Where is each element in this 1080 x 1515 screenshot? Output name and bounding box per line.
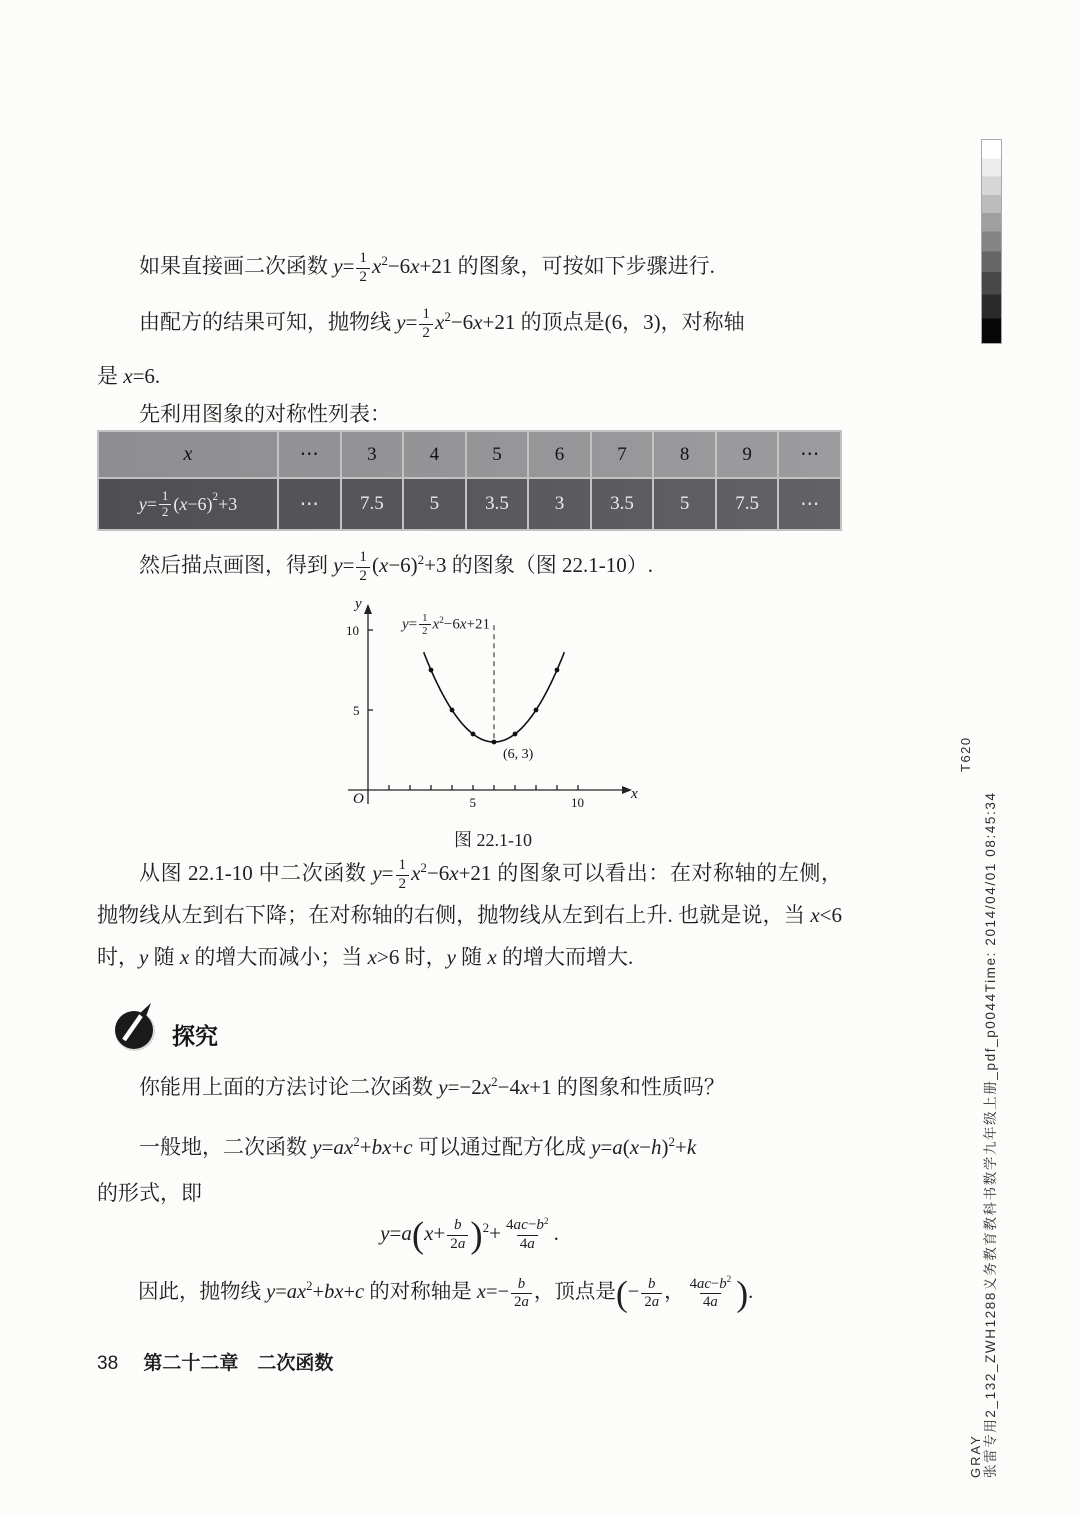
table-cell: 5 xyxy=(402,479,465,529)
plotted-point xyxy=(513,732,518,737)
table-cell: 5 xyxy=(652,479,715,529)
table-value-row xyxy=(99,477,840,529)
grayscale-calibration-bar xyxy=(981,139,1002,344)
page-footer xyxy=(97,1348,333,1375)
plotted-point xyxy=(492,740,497,745)
vertex-label: (6, 3) xyxy=(503,747,534,762)
page-number: 38 xyxy=(97,1353,119,1374)
table-cell: ⋯ xyxy=(277,479,340,529)
curve-equation-label: y= $\frac{1}{2}$ $x^2-6x+21$ xyxy=(402,612,490,638)
vertex-form-formula: y=a(x+ $\frac{b}{2a}$ )$^2$+ $\frac{4ac-b^2}{4a}$ . xyxy=(380,1214,559,1256)
table-header-label: x xyxy=(183,443,193,465)
paragraph-plot-lead: 然后描点画图，得到 y= $\frac{1}{2}$ $(x-6)^2+3$ 的图象（图 22.1-10）. xyxy=(139,549,654,584)
figure-caption: 图 22.1-10 xyxy=(454,830,532,850)
watermark xyxy=(968,791,998,1478)
explore-section-header xyxy=(112,1002,218,1057)
explore-icon xyxy=(112,1002,160,1057)
chapter-title: 第二十二章 二次函数 xyxy=(143,1353,334,1374)
explore-question: 你能用上面的方法讨论二次函数 $y=-2x^2-4x+1$ 的图象和性质吗？ xyxy=(139,1074,725,1099)
table-cell: ⋯ xyxy=(777,479,840,529)
paragraph-vertex-line2: 是 x=6. xyxy=(97,364,161,388)
paragraph-conclusion: 因此，抛物线 $y=ax^2+bx+c$ 的对称轴是 x=− $\frac{b}{2a}$ ，顶点是(− $\frac{b}{2a}$ ， $\frac{4ac-b^2}{4a}$ ). xyxy=(138,1273,754,1314)
table-cell: 6 xyxy=(527,432,590,477)
paragraph-vertex-line1: 由配方的结果可知，抛物线 y= $\frac{1}{2}$ $x^2-6x+21$ 的顶点是(6，3)，对称轴 xyxy=(139,306,745,341)
figure-22-1-10 xyxy=(338,592,668,852)
x-axis-label: x xyxy=(631,786,638,802)
svg-text:5: 5 xyxy=(353,703,360,718)
table-cell: ⋯ xyxy=(277,432,340,477)
explore-title: 探究 xyxy=(172,1023,218,1049)
table-cell: 3 xyxy=(340,432,403,477)
table-row-label: y = $\frac{1}{2}$ ( x −6) $^2$ +3 xyxy=(138,487,238,519)
table-header-row xyxy=(99,432,840,477)
table-cell: ⋯ xyxy=(777,432,840,477)
origin-label: O xyxy=(353,791,364,807)
table-cell: 8 xyxy=(652,432,715,477)
paragraph-table-lead: 先利用图象的对称性列表： xyxy=(139,402,391,426)
plotted-point xyxy=(450,708,455,713)
svg-text:10: 10 xyxy=(571,795,584,810)
table-header-values xyxy=(277,432,840,477)
table-cell: 7.5 xyxy=(715,479,778,529)
table-cell: 7 xyxy=(590,432,653,477)
paragraph-intro: 如果直接画二次函数 y= $\frac{1}{2}$ $x^2-6x+21$ 的图象，可按如下步骤进行. xyxy=(139,250,715,285)
paragraph-observation: 从图 22.1-10 中二次函数 y= $\frac{1}{2}$ $x^2-6x+21$ 的图象可以看出：在对称轴的左侧，抛物线从左到右下降；在对称轴的右侧，抛物线从左到右上升. 也就是说，当 x<6 时，y 随 x 的增大而减小；当 x>6 时，y 随 x 的增大而增大. xyxy=(97,857,842,969)
plotted-point xyxy=(534,708,539,713)
margin-code: T620 xyxy=(958,736,973,772)
paragraph-general-line1: 一般地，二次函数 $y=ax^2+bx+c$ 可以通过配方化成 $y=a(x-h)^2+k$ xyxy=(139,1134,697,1159)
parabola-plot xyxy=(338,592,648,824)
watermark-line: 张雷专用2_132_ZWH1288义务教育教科书数学九年级上册_pdf_p0044Time: 2014/04/01 08:45:34 xyxy=(983,791,998,1478)
table-cell: 9 xyxy=(715,432,778,477)
table-cell: 3 xyxy=(527,479,590,529)
table-cell: 3.5 xyxy=(590,479,653,529)
svg-text:5: 5 xyxy=(469,795,476,810)
svg-text:10: 10 xyxy=(346,623,359,638)
plotted-point xyxy=(471,732,476,737)
y-axis-arrow xyxy=(364,604,372,614)
paragraph-general-line2: 的形式，即 xyxy=(97,1181,202,1205)
table-cell: 5 xyxy=(465,432,528,477)
plotted-point xyxy=(555,668,560,673)
gray-label: GRAY xyxy=(968,1434,983,1478)
table-cell: 3.5 xyxy=(465,479,528,529)
table-cell: 4 xyxy=(402,432,465,477)
y-axis-label: y xyxy=(355,596,362,612)
table-cell: 7.5 xyxy=(340,479,403,529)
table-row-values xyxy=(277,479,840,529)
value-table xyxy=(97,430,842,531)
plotted-point xyxy=(429,668,434,673)
